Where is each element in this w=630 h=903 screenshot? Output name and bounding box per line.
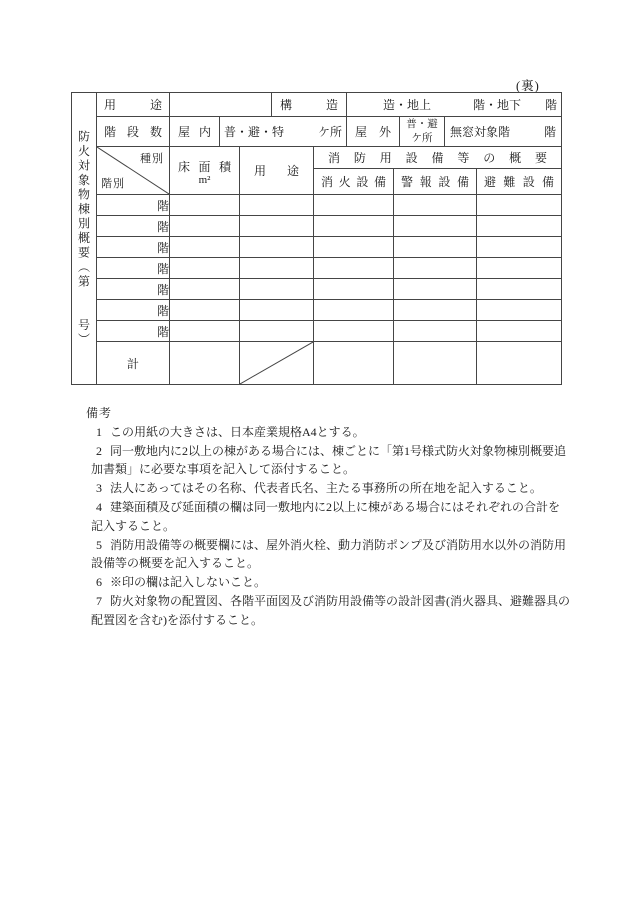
structure-seg-floors-unit: 階 xyxy=(545,98,558,112)
note-text: ※印の欄は記入しないこと。 xyxy=(110,575,267,590)
note-number: 5 xyxy=(96,537,102,552)
alarm-value-cell xyxy=(394,300,477,321)
total-row xyxy=(72,342,562,385)
outdoor-label-cell xyxy=(347,117,400,147)
evacuation-value-cell xyxy=(477,321,562,342)
floor-row-label: 階 xyxy=(97,195,170,216)
note-text: 同一敷地内に2以上の棟がある場合には、棟ごとに「第1号様式防火対象物棟別概要追加書類」に必要な事項を記入して添付すること。 xyxy=(91,443,567,477)
floor-area-value-cell xyxy=(170,195,240,216)
staircase-label-cell xyxy=(97,117,170,147)
notes-section xyxy=(86,404,570,630)
note-item xyxy=(86,573,570,592)
floor-row xyxy=(72,300,562,321)
evacuation-value-cell xyxy=(477,195,562,216)
floor-area-value-cell xyxy=(170,258,240,279)
row-grid-header-top xyxy=(72,147,562,169)
note-number: 4 xyxy=(96,499,102,514)
outdoor-stair-types: 普・避 xyxy=(406,119,438,131)
floor-area-value-cell xyxy=(170,216,240,237)
use-value-cell xyxy=(240,321,314,342)
row-use-structure xyxy=(72,93,562,117)
evacuation-header-cell xyxy=(477,169,562,195)
floor-row xyxy=(72,195,562,216)
extinguish-value-cell xyxy=(314,321,394,342)
floor-area-value-cell xyxy=(170,321,240,342)
extinguish-value-cell xyxy=(314,216,394,237)
note-item xyxy=(86,442,570,480)
floor-row xyxy=(72,237,562,258)
note-text: 防火対象物の配置図、各階平面図及び消防用設備等の設計図書(消火器具、避難器具の配置図を含む)を添付すること。 xyxy=(91,593,570,627)
extinguish-value-cell xyxy=(314,195,394,216)
indoor-label-cell xyxy=(170,117,220,147)
floor-row-label: 階 xyxy=(97,237,170,258)
floor-row xyxy=(72,258,562,279)
extinguish-header-label: 消火設備 xyxy=(321,175,387,189)
note-text: この用紙の大きさは、日本産業規格A4とする。 xyxy=(110,424,365,439)
outdoor-stairs-cell xyxy=(400,117,445,147)
alarm-header-cell xyxy=(394,169,477,195)
indoor-stair-types: 普・避・特 xyxy=(224,125,285,139)
total-extinguish-cell xyxy=(314,342,394,385)
note-text: 消防用設備等の概要欄には、屋外消火栓、動力消防ポンプ及び消防用水以外の消防用設備等の概要を記入すること。 xyxy=(91,537,567,571)
alarm-value-cell xyxy=(394,321,477,342)
floor-area-value-cell xyxy=(170,237,240,258)
building-summary-table xyxy=(71,92,562,385)
note-text: 建築面積及び延面積の欄は同一敷地内に2以上に棟がある場合にはそれぞれの合計を記入すること。 xyxy=(91,499,561,533)
evacuation-value-cell xyxy=(477,258,562,279)
outdoor-label: 屋外 xyxy=(355,125,392,139)
total-use-diagonal-cell xyxy=(240,342,314,385)
floor-row xyxy=(72,216,562,237)
total-evacuation-cell xyxy=(477,342,562,385)
notes-title: 備考 xyxy=(86,406,113,420)
note-number: 3 xyxy=(96,481,102,496)
structure-value-cell xyxy=(347,93,562,117)
indoor-stair-unit: ケ所 xyxy=(318,125,343,139)
alarm-value-cell xyxy=(394,237,477,258)
evacuation-header-label: 避難設備 xyxy=(484,175,555,189)
extinguish-value-cell xyxy=(314,237,394,258)
total-row-label: 計 xyxy=(97,342,170,385)
floor-row-label: 階 xyxy=(97,216,170,237)
indoor-label: 屋内 xyxy=(178,125,211,139)
note-item xyxy=(86,536,570,574)
note-number: 2 xyxy=(96,443,102,458)
equipment-summary-header-cell xyxy=(314,147,562,169)
total-floor-area-cell xyxy=(170,342,240,385)
alarm-value-cell xyxy=(394,258,477,279)
extinguish-header-cell xyxy=(314,169,394,195)
use-value-cell xyxy=(240,258,314,279)
use-value-cell xyxy=(240,195,314,216)
evacuation-value-cell xyxy=(477,237,562,258)
alarm-header-label: 警報設備 xyxy=(401,175,470,189)
note-item xyxy=(86,592,570,630)
structure-seg-ground: 造・地上 xyxy=(383,98,432,112)
floor-area-header-cell xyxy=(170,147,240,195)
note-item xyxy=(86,498,570,536)
use-value-cell xyxy=(170,93,272,117)
evacuation-value-cell xyxy=(477,279,562,300)
floor-row xyxy=(72,321,562,342)
note-number: 1 xyxy=(96,424,102,439)
structure-label: 構造 xyxy=(280,98,339,112)
floor-area-unit: m² xyxy=(198,173,211,186)
vertical-title-cell xyxy=(72,93,97,385)
note-item xyxy=(86,423,570,442)
note-item xyxy=(86,479,570,498)
extinguish-value-cell xyxy=(314,258,394,279)
use-header-cell xyxy=(240,147,314,195)
evacuation-value-cell xyxy=(477,300,562,321)
extinguish-value-cell xyxy=(314,279,394,300)
floor-area-label: 床面積 xyxy=(178,159,231,174)
outdoor-stair-unit: ケ所 xyxy=(411,132,433,144)
diagonal-line xyxy=(240,342,313,384)
total-alarm-cell xyxy=(394,342,477,385)
use-value-cell xyxy=(240,237,314,258)
equipment-summary-label: 消防用設備等の概要 xyxy=(328,151,548,165)
structure-label-cell xyxy=(272,93,347,117)
note-text: 法人にあってはその名称、代表者氏名、主たる事務所の所在地を記入すること。 xyxy=(110,481,542,496)
type-floor-diagonal-cell xyxy=(97,147,170,195)
windowless-cell xyxy=(445,117,562,147)
floor-row-label: 階 xyxy=(97,321,170,342)
use-value-cell xyxy=(240,216,314,237)
type-header-label: 種別 xyxy=(140,153,164,165)
note-number: 6 xyxy=(96,575,102,590)
floor-row-label: 階 xyxy=(97,279,170,300)
floor-row-label: 階 xyxy=(97,300,170,321)
use-label-cell xyxy=(97,93,170,117)
alarm-value-cell xyxy=(394,279,477,300)
use-label: 用途 xyxy=(104,98,162,112)
use-value-cell xyxy=(240,279,314,300)
evacuation-value-cell xyxy=(477,216,562,237)
use-header-label: 用途 xyxy=(254,164,300,178)
structure-seg-basement: 階・地下 xyxy=(473,98,522,112)
alarm-value-cell xyxy=(394,195,477,216)
floor-header-label: 階別 xyxy=(101,178,125,190)
alarm-value-cell xyxy=(394,216,477,237)
extinguish-value-cell xyxy=(314,300,394,321)
staircase-label: 階段数 xyxy=(104,125,162,139)
floor-row xyxy=(72,279,562,300)
use-value-cell xyxy=(240,300,314,321)
windowless-label: 無窓対象階 xyxy=(450,125,511,139)
row-staircases xyxy=(72,117,562,147)
vertical-title: 防火対象物棟別概要（第 号） xyxy=(76,129,91,348)
indoor-stairs-cell xyxy=(220,117,347,147)
floor-area-value-cell xyxy=(170,279,240,300)
page-side-label: (裏) xyxy=(516,79,540,93)
windowless-unit: 階 xyxy=(544,125,557,139)
floor-row-label: 階 xyxy=(97,258,170,279)
note-number: 7 xyxy=(96,593,102,608)
floor-area-value-cell xyxy=(170,300,240,321)
